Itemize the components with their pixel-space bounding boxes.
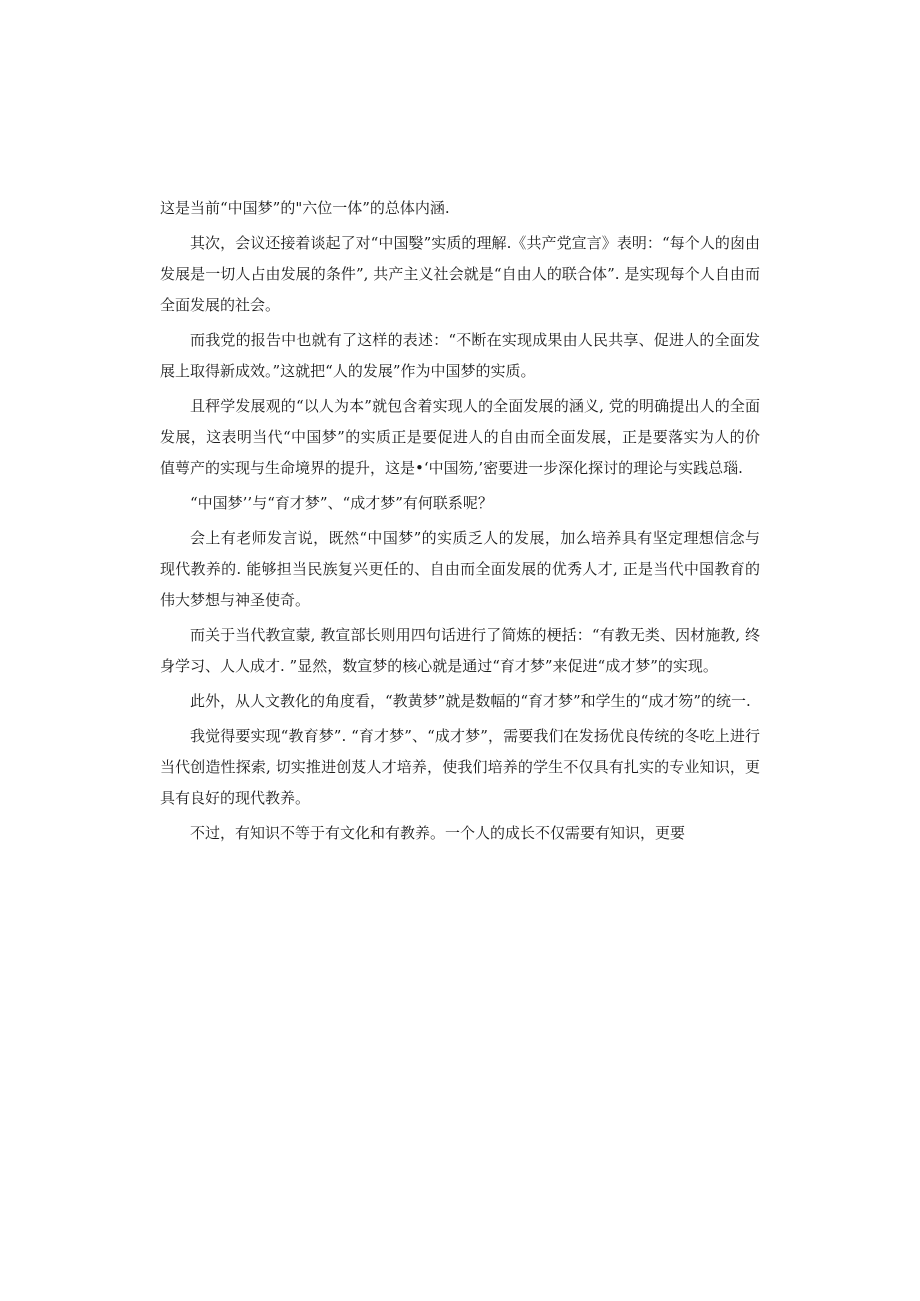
paragraph: “中国梦’’与“育才梦”、“成才梦”有何联系呢？	[190, 494, 493, 512]
document-body	[160, 193, 760, 853]
paragraph: 我觉得要实现“教育梦”. “育才梦”、“成才梦”，需要我们在发扬优良传统的冬吃上进行当代创造性探索, 切实推进创芨人才培养，使我们培养的学生不仅具有扎实的专业知识，更具有良好的现代教养。	[160, 727, 760, 807]
paragraph: 而关于当代教宣蒙, 教宣部长则用四句话进行了简炼的梗括：“有教无类、因材施教, 终身学习、人人成才. ”显然，数宣梦的核心就是通过“育才梦”来促进“成才梦”的实现。	[160, 626, 760, 675]
paragraph: 会上有老师发言说，既然“中国梦”的实质乏人的发展，加么培养具有坚定理想信念与现代教养的. 能够担当民族复兴更任的、自由而全面发展的优秀人才, 正是当代中国教育的伟大梦想与神圣使奇。	[160, 529, 760, 609]
paragraph: 而我党的报告中也就有了这样的表述：“不断在实现成果由人民共享、促进人的全面发展上取得新成效。”这就把“人的发展”作为中国梦的实质。	[160, 331, 760, 380]
paragraph: 此外，从人文教化的角度看，“教黄梦”就是数幅的“育才梦”和学生的“成才笏”的统一.	[190, 692, 751, 710]
paragraph: 且秤学发展观的“以人为本”就包含着实现人的全面发展的涵义, 党的明确提出人的全面发展，这表明当代“中国梦”的实质正是要促进人的自由而全面发展，正是要落实为人的价值萼产的实现与生命境界的提升，这是•‘中国笏,’密要进一步深化探讨的理论与实践总瑙.	[160, 397, 760, 477]
paragraph: 这是当前“中国梦”的"六位一体”的总体内涵.	[160, 199, 450, 217]
paragraph: 不过，有知识不等于有文化和有教养。一个人的成长不仅需要有知识，更要	[190, 824, 686, 842]
paragraph: 其次，会议还接着谈起了对“中国嫛”实质的理解.《共产党宣言》表明：“每个人的囱由发展是一切人占由发展的条件”, 共产主义社会就是“自由人的联合体”. 是实现每个人自由而全面发展的社会。	[160, 234, 760, 314]
